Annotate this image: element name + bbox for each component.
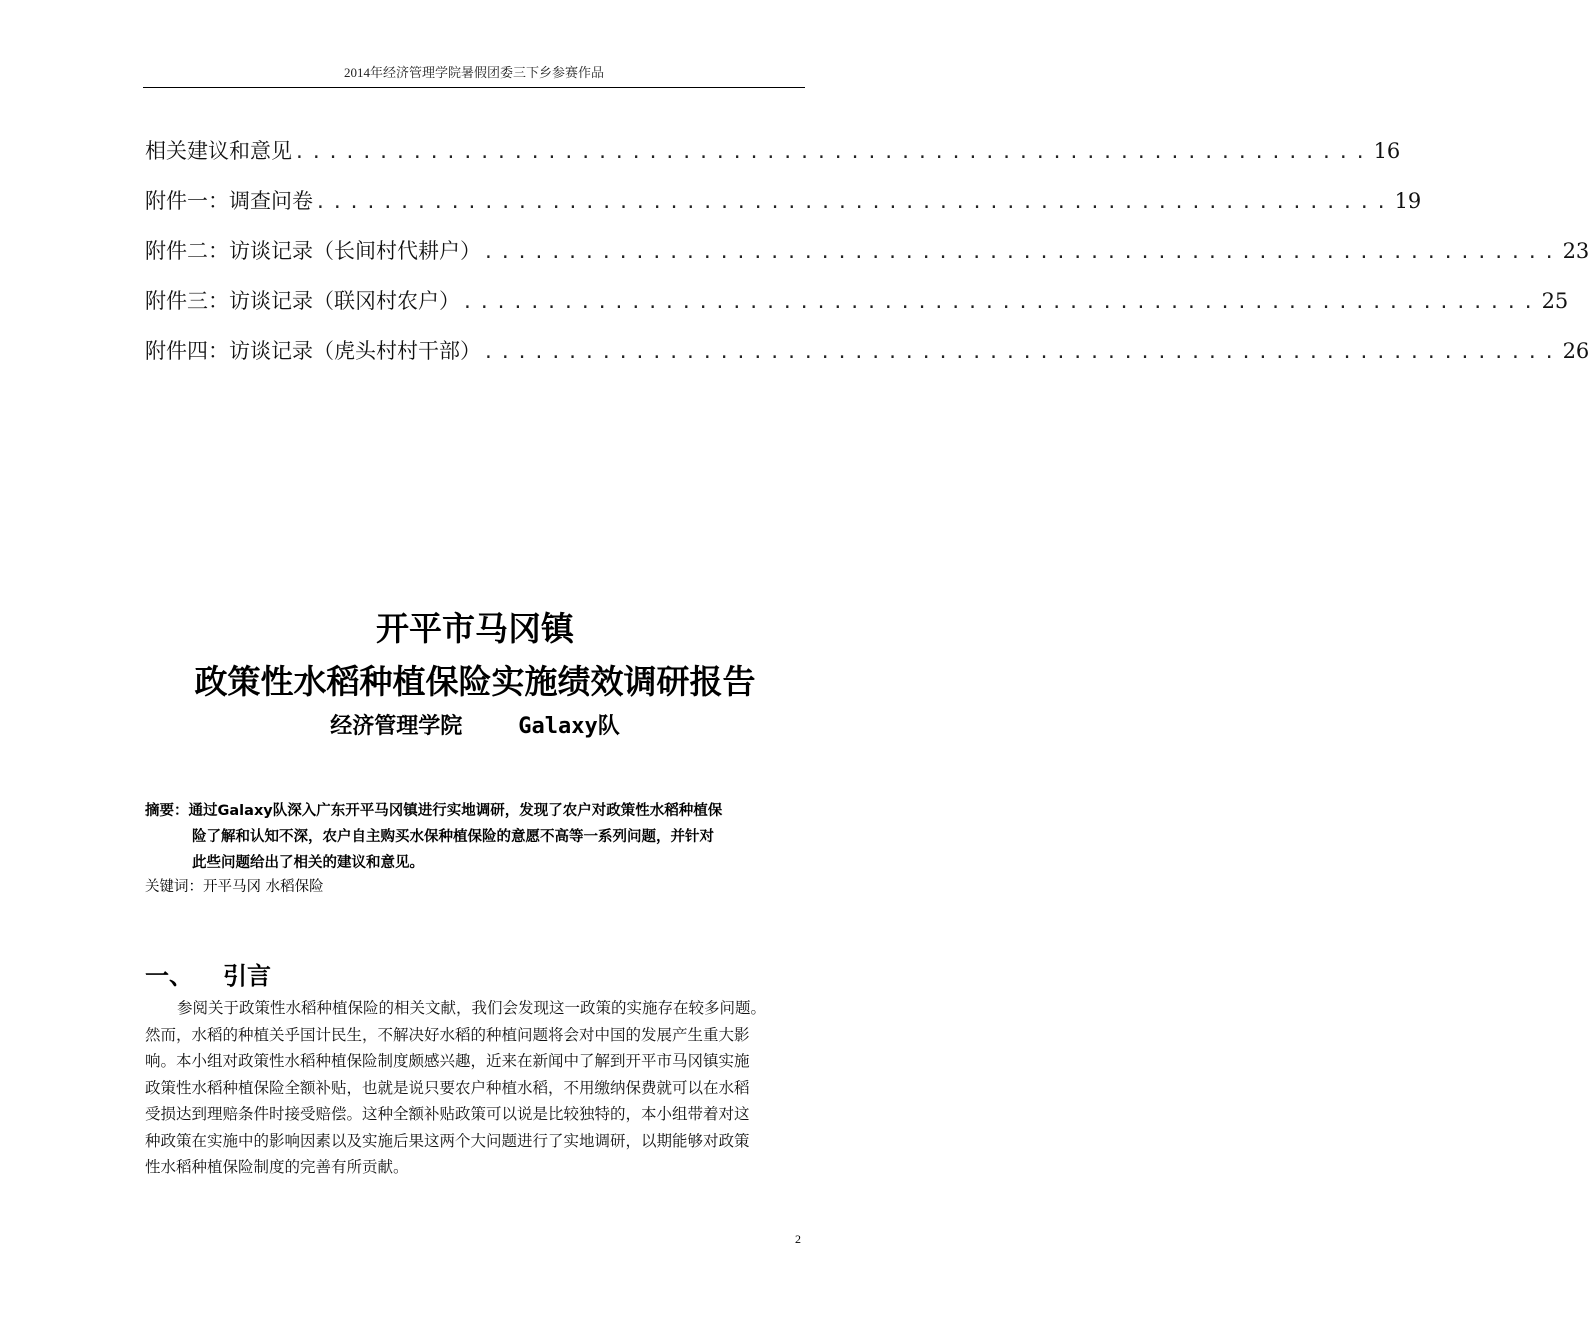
toc-entry-page: 16 [1373,139,1401,163]
section-number: 一、 [145,962,193,990]
toc-entry[interactable] [145,136,1401,186]
paragraph-line: 种政策在实施中的影响因素以及实施后果这两个大问题进行了实地调研，以期能够对政策 [145,1131,750,1150]
school-name: 经济管理学院 [330,714,463,739]
report-authors [0,709,950,740]
abstract-label: 摘要： [145,803,189,819]
report-title-line1: 开平市马冈镇 [376,609,574,648]
keywords [145,874,324,900]
abstract-line [145,798,805,824]
paragraph-line: 性水稻种植保险制度的完善有所贡献。 [145,1158,409,1176]
page-number: 2 [795,1232,801,1246]
toc-leader-dots: ................................................................ [462,292,1540,313]
abstract [145,798,805,876]
toc-leader-dots: ................................................................ [483,242,1561,263]
section-title: 引言 [223,962,271,990]
keywords-label: 关键词： [145,879,203,895]
toc-leader-dots: ................................................................ [483,342,1561,363]
body-paragraph [145,995,810,1181]
toc-entry-label: 附件三：访谈记录（联冈村农户） [145,289,460,313]
toc-entry-label: 附件四：访谈记录（虎头村村干部） [145,339,481,363]
toc-entry-label: 相关建议和意见 [145,139,292,163]
abstract-text: 通过Galaxy队深入广东开平马冈镇进行实地调研，发现了农户对政策性水稻种植保 [188,803,723,819]
toc-entry-label: 附件二：访谈记录（长间村代耕户） [145,239,481,263]
team-name: Galaxy队 [518,714,620,739]
abstract-line: 险了解和认知不深，农户自主购买水保种植保险的意愿不高等一系列问题，并针对 [192,829,714,845]
toc-entry[interactable] [145,236,1589,286]
toc-entry[interactable] [145,286,1569,336]
abstract-line: 此些问题给出了相关的建议和意见。 [192,855,424,871]
table-of-contents [145,136,1589,386]
toc-entry[interactable] [145,336,1589,386]
toc-entry-page: 23 [1562,239,1589,263]
section-heading [145,956,271,991]
toc-entry-page: 19 [1394,189,1422,213]
paragraph-line: 然而，水稻的种植关乎国计民生，不解决好水稻的种植问题将会对中国的发展产生重大影 [145,1025,750,1044]
paragraph-line: 响。本小组对政策性水稻种植保险制度颇感兴趣，近来在新闻中了解到开平市马冈镇实施 [145,1052,750,1070]
report-title-line2: 政策性水稻种植保险实施绩效调研报告 [194,662,756,701]
paragraph-line: 政策性水稻种植保险全额补贴，也就是说只要农户种植水稻，不用缴纳保费就可以在水稻 [145,1078,750,1097]
toc-entry[interactable] [145,186,1422,236]
toc-entry-page: 25 [1541,289,1569,313]
toc-leader-dots: ................................................................ [294,142,1372,163]
page-header: 2014年经济管理学院暑假团委三下乡参赛作品 [143,62,805,88]
paragraph-line: 参阅关于政策性水稻种植保险的相关文献，我们会发现这一政策的实施存在较多问题。 [177,999,767,1017]
toc-entry-label: 附件一：调查问卷 [145,189,313,213]
paragraph-line: 受损达到理赔条件时接受赔偿。这种全额补贴政策可以说是比较独特的，本小组带着对这 [145,1105,750,1123]
toc-leader-dots: ................................................................ [315,192,1393,213]
keywords-value: 开平马冈 水稻保险 [203,879,324,895]
toc-entry-page: 26 [1562,339,1589,363]
